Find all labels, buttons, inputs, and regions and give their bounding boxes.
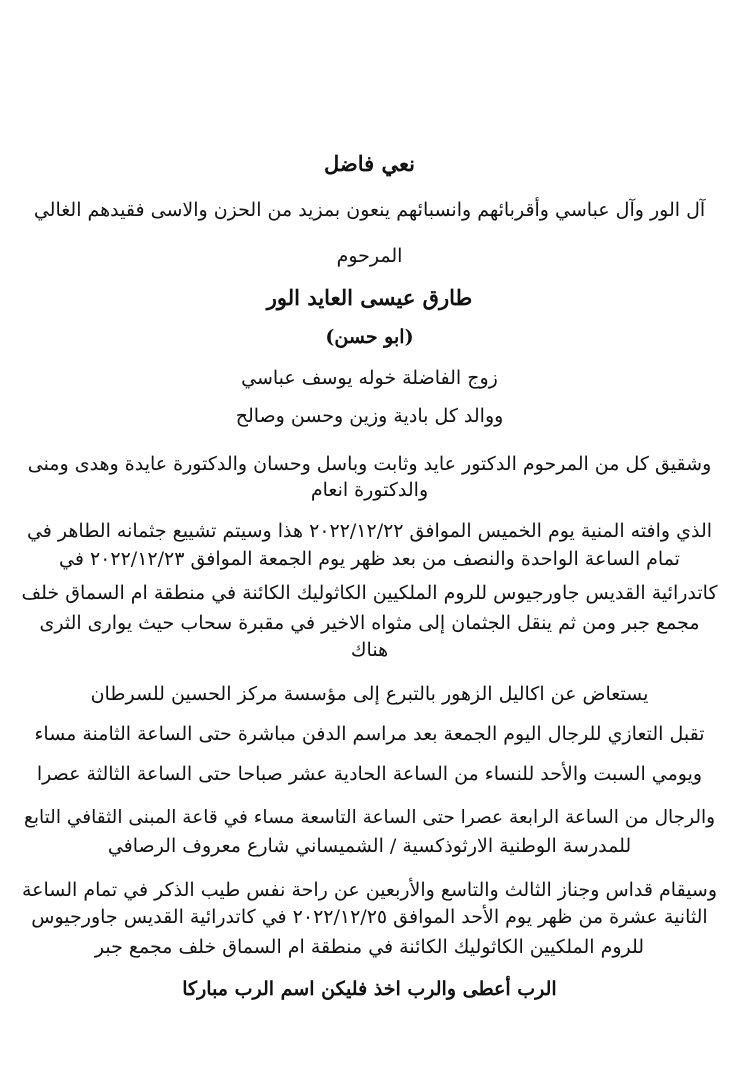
deceased-name: طارق عيسى العايد الور — [266, 285, 473, 310]
condolence-line-3: والرجال من الساعة الرابعة عصرا حتى الساعة التاسعة مساء في قاعة المبنى الثقافي التابع — [23, 807, 716, 828]
death-line-4: مجمع جبر ومن ثم ينقل الجثمان إلى مثواه الاخير في مقبرة سحاب حيث يوارى الثرى — [39, 612, 700, 634]
death-line-2: تمام الساعة الواحدة والنصف من بعد ظهر يوم الجمعة الموافق ٢٠٢٢/١٢/٢٣ في — [59, 548, 680, 570]
death-line-5: هناك — [350, 639, 389, 661]
mass-line-2: الثانية عشرة من ظهر يوم الأحد الموافق ٢٠٢٢/١٢/٢٥ في كاتدرائية القديس جاورجيوس — [31, 906, 708, 928]
father-line: ووالد كل بادية وزين وحسن وصالح — [235, 405, 504, 427]
brother-line-2: والدكتورة انعام — [310, 479, 429, 501]
condolence-line-4: للمدرسة الوطنية الارثوذكسية / الشميساني شارع معروف الرصافي — [107, 835, 632, 857]
husband-line: زوج الفاضلة خوله يوسف عباسي — [241, 367, 498, 389]
condolence-line-2: ويومي السبت والأحد للنساء من الساعة الحادية عشر صباحا حتى الساعة الثالثة عصرا — [36, 763, 703, 785]
brother-line-1: وشقيق كل من المرحوم الدكتور عايد وثابت وباسل وحسان والدكتورة عايدة وهدى ومنى — [27, 453, 712, 475]
flowers-line: يستعاض عن اكاليل الزهور بالتبرع إلى مؤسسة مركز الحسين للسرطان — [90, 683, 649, 705]
death-line-3: كاتدرائية القديس جاورجيوس للروم الملكيين الكاثوليك الكائنة في منطقة ام السماق خلف — [21, 582, 718, 604]
families-line: آل الور وآل عباسي وأقربائهم وانسبائهم ينعون بمزيد من الحزن والاسى فقيدهم الغالي — [33, 199, 706, 221]
death-line-1: الذي وافته المنية يوم الخميس الموافق ٢٠٢٢/١٢/٢٢ هذا وسيتم تشييع جثمانه الطاهر في — [26, 520, 713, 542]
late-label: المرحوم — [336, 245, 403, 267]
closing-line: الرب أعطى والرب اخذ فليكن اسم الرب مباركا — [182, 978, 557, 1000]
mass-line-1: وسيقام قداس وجناز الثالث والتاسع والأربعين عن راحة نفس طيب الذكر في تمام الساعة — [21, 879, 718, 901]
deceased-nickname: (ابو حسن) — [325, 326, 414, 348]
condolence-line-1: تقبل التعازي للرجال اليوم الجمعة بعد مراسم الدفن مباشرة حتى الساعة الثامنة مساء — [34, 723, 705, 745]
notice-title: نعي فاضل — [324, 151, 415, 176]
mass-line-3: للروم الملكيين الكاثوليك الكائنة في منطقة ام السماق خلف مجمع جبر — [94, 936, 645, 958]
